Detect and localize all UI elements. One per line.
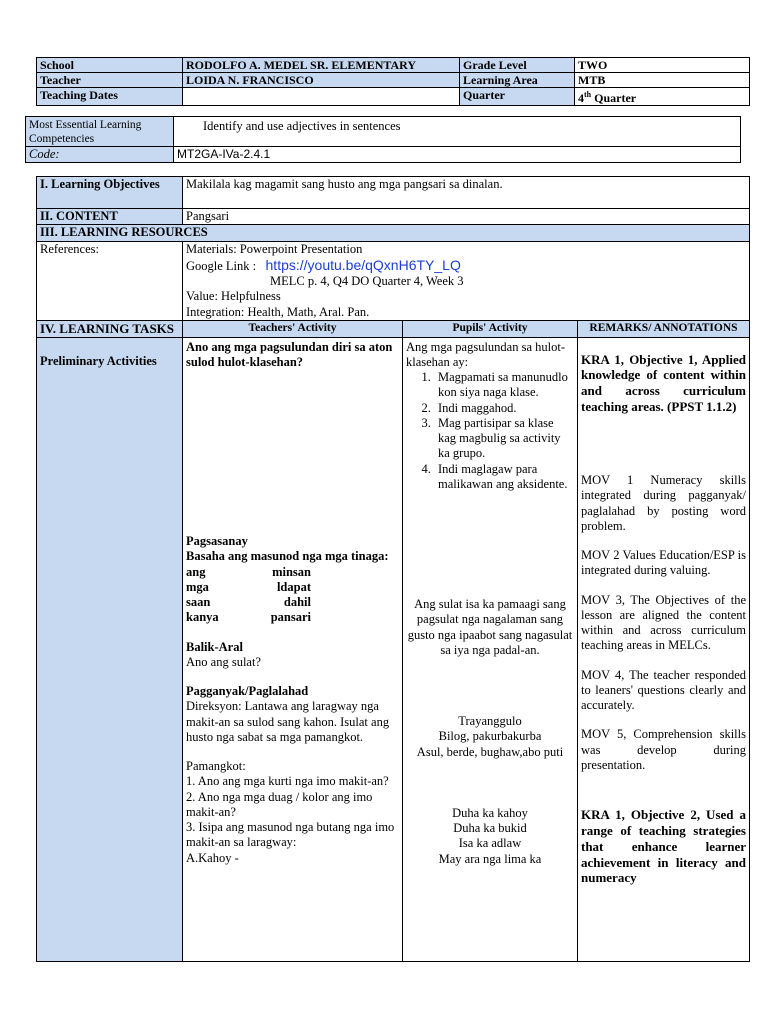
quarter-value (575, 88, 750, 106)
melc-table (25, 116, 741, 163)
pamangkot-label: Pamangkot: (186, 759, 246, 774)
content-label: II. CONTENT (37, 209, 183, 225)
area-value: MTB (575, 73, 750, 88)
code-label: Code: (26, 147, 174, 163)
word: kanya (186, 610, 219, 625)
count-answer: Duha ka bukid (453, 821, 527, 836)
count-answer: Duha ka kahoy (452, 805, 528, 820)
header-table (36, 57, 750, 106)
dates-label: Teaching Dates (37, 88, 183, 106)
pupils-activity-header: Pupils' Activity (403, 320, 578, 337)
references-value (183, 241, 750, 320)
word: dahil (283, 595, 311, 610)
pagganyak-title: Pagganyak/Paglalahad (186, 684, 309, 699)
tasks-label: IV. LEARNING TASKS (37, 320, 183, 337)
word-row (186, 565, 311, 580)
dates-value (183, 88, 460, 106)
teacher-question: Ano ang mga pagsulundan diri sa aton sulod hulot-klasehan? (186, 339, 393, 369)
melc-reference: MELC p. 4, Q4 DO Quarter 4, Week 3 (270, 274, 464, 288)
rule-item: 4. Indi maglagaw para malikawan ang aksidente. (434, 462, 574, 493)
objectives-value: Makilala kag magamit sang husto ang mga pangsari sa dinalan. (183, 177, 750, 209)
word-row (186, 580, 311, 595)
google-link-row (186, 257, 746, 274)
quarter-label: Quarter (460, 88, 575, 106)
mov-3: MOV 3, The Objectives of the lesson are aligned the content within and across curriculum teaching areas in MELCs. (581, 592, 746, 653)
rule-item: 3. Mag partisipar sa klase kag magbulig sa activity ka grupo. (434, 416, 574, 462)
objectives-label: I. Learning Objectives (37, 177, 183, 209)
question-item: 3. Isipa ang masunod nga butang nga imo makit-an sa laragway: (186, 820, 395, 850)
rule-item: 2. Indi maggahod. (434, 401, 574, 416)
quarter-suffix: th (584, 90, 592, 99)
grade-label: Grade Level (460, 58, 575, 73)
balik-aral-title: Balik-Aral (186, 639, 243, 654)
mov-4: MOV 4, The teacher responded to leaners' questions clearly and accurately. (581, 667, 746, 713)
word: minsan (272, 564, 311, 579)
rules-intro: Ang mga pagsulundan sa hulot-klasehan ay: (406, 339, 566, 369)
colors-answer: Asul, berde, bughaw,abo puti (416, 744, 564, 759)
word: saan (186, 595, 211, 610)
quarter-number: 4 (578, 91, 584, 105)
content-value: Pangsari (183, 209, 750, 225)
google-link[interactable]: https://youtu.be/qQxnH6TY_LQ (265, 256, 461, 273)
word: pansari (270, 610, 311, 625)
remarks-header: REMARKS/ ANNOTATIONS (578, 320, 750, 337)
code-value: MT2GA-IVa-2.4.1 (174, 147, 741, 163)
word: mga (186, 579, 209, 594)
word-row (186, 595, 311, 610)
area-label: Learning Area (460, 73, 575, 88)
word: ang (186, 564, 206, 579)
question-item: 2. Ano nga mga duag / kolor ang imo makit-an? (186, 789, 373, 819)
word: ldapat (276, 579, 311, 594)
school-label: School (37, 58, 183, 73)
mov-2: MOV 2 Values Education/ESP is integrated during valuing. (581, 548, 746, 578)
references-label: References: (37, 241, 183, 320)
integration-text: Integration: Health, Math, Aral. Pan. (186, 304, 370, 319)
balik-aral-question: Ano ang sulat? (186, 654, 261, 669)
teacher-column (183, 337, 403, 961)
shape-answer-2: Bilog, pakurbakurba (438, 729, 542, 744)
preliminary-label: Preliminary Activities (37, 337, 183, 961)
value-text: Value: Helpfulness (186, 289, 281, 304)
direksyon-text: Direksyon: Lantawa ang laragway nga makit-an sa sulod sang kahon. Isulat ang husto nga sabat sa mga pamangkot. (186, 699, 390, 744)
teacher-value: LOIDA N. FRANCISCO (183, 73, 460, 88)
question-item: A.Kahoy - (186, 850, 239, 865)
materials-text: Materials: Powerpoint Presentation (186, 241, 363, 256)
pupils-column (403, 337, 578, 961)
resources-label: III. LEARNING RESOURCES (37, 225, 750, 241)
school-value: RODOLFO A. MEDEL SR. ELEMENTARY (183, 58, 460, 73)
mov-1: MOV 1 Numeracy skills integrated during pagganyak/ paglalahad by posting word problem. (581, 473, 746, 533)
google-link-label: Google Link : (186, 258, 257, 273)
question-item: 1. Ano ang mga kurti nga imo makit-an? (186, 774, 389, 789)
teachers-activity-header: Teachers' Activity (183, 320, 403, 337)
rule-item: 1. Magpamati sa manunudlo kon siya naga klase. (434, 370, 574, 401)
kra-objective-1: KRA 1, Objective 1, Applied knowledge of content within and across curriculum teaching areas. (PPST 1.1.2) (581, 351, 746, 415)
lesson-plan-table (36, 176, 750, 962)
shape-answer: Trayanggulo (458, 714, 522, 729)
pagsasanay-title: Pagsasanay (186, 534, 248, 549)
sulat-answer: Ang sulat isa ka pamaagi sang pagsulat nga nagalaman sang gusto nga ipaabot sang nagasulat sa iya nga padal-an. (407, 597, 573, 657)
melc-value: Identify and use adjectives in sentences (174, 117, 741, 147)
grade-value: TWO (575, 58, 750, 73)
word-row (186, 610, 311, 625)
kra-objective-2: KRA 1, Objective 2, Used a range of teaching strategies that enhance learner achievement in literacy and numeracy (581, 807, 746, 886)
basaha-instruction: Basaha ang masunod nga mga tinaga: (186, 549, 389, 564)
mov-5: MOV 5, Comprehension skills was develop during presentation. (581, 727, 746, 772)
melc-label: Most Essential Learning Competencies (26, 117, 174, 147)
rules-list (434, 370, 574, 492)
count-answer: Isa ka adlaw (458, 836, 522, 851)
quarter-word: Quarter (591, 91, 637, 105)
teacher-label: Teacher (37, 73, 183, 88)
count-answer: May ara nga lima ka (438, 851, 542, 866)
remarks-column (578, 337, 750, 961)
